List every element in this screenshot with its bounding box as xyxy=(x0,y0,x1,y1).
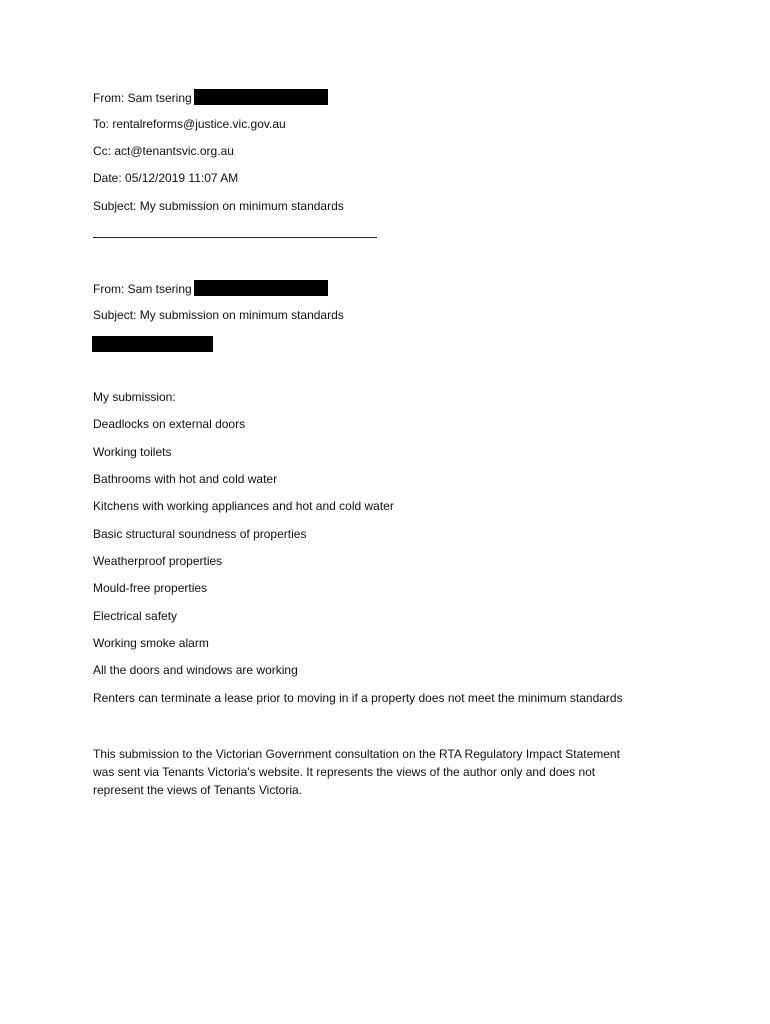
header-from xyxy=(93,89,328,106)
disclaimer-line: represent the views of Tenants Victoria. xyxy=(93,783,303,797)
submission-intro: My submission: xyxy=(93,390,176,404)
redaction-bar xyxy=(92,336,213,352)
original-from xyxy=(93,280,328,297)
list-item: Renters can terminate a lease prior to moving in if a property does not meet the minimum standards xyxy=(93,691,623,705)
header-date: Date: 05/12/2019 11:07 AM xyxy=(93,171,239,185)
list-item: All the doors and windows are working xyxy=(93,663,298,677)
redaction-bar xyxy=(194,280,328,296)
header-cc: Cc: act@tenantsvic.org.au xyxy=(93,144,234,158)
header-from-text: From: Sam tsering xyxy=(93,91,192,105)
header-divider xyxy=(93,237,377,238)
list-item: Working smoke alarm xyxy=(93,636,209,650)
disclaimer xyxy=(93,745,683,799)
list-item: Bathrooms with hot and cold water xyxy=(93,472,278,486)
list-item: Kitchens with working appliances and hot and cold water xyxy=(93,499,394,513)
list-item: Electrical safety xyxy=(93,609,178,623)
list-item: Deadlocks on external doors xyxy=(93,417,246,431)
original-subject: Subject: My submission on minimum standards xyxy=(93,308,344,322)
list-item: Basic structural soundness of properties xyxy=(93,527,307,541)
disclaimer-line: was sent via Tenants Victoria's website. It represents the views of the author only and does not xyxy=(93,765,596,779)
original-from-text: From: Sam tsering xyxy=(93,282,192,296)
list-item: Working toilets xyxy=(93,445,172,459)
header-to: To: rentalreforms@justice.vic.gov.au xyxy=(93,117,286,131)
header-subject: Subject: My submission on minimum standards xyxy=(93,199,344,213)
list-item: Mould-free properties xyxy=(93,581,208,595)
disclaimer-line: This submission to the Victorian Government consultation on the RTA Regulatory Impact Statement xyxy=(93,747,620,761)
list-item: Weatherproof properties xyxy=(93,554,223,568)
redaction-bar xyxy=(194,89,328,105)
